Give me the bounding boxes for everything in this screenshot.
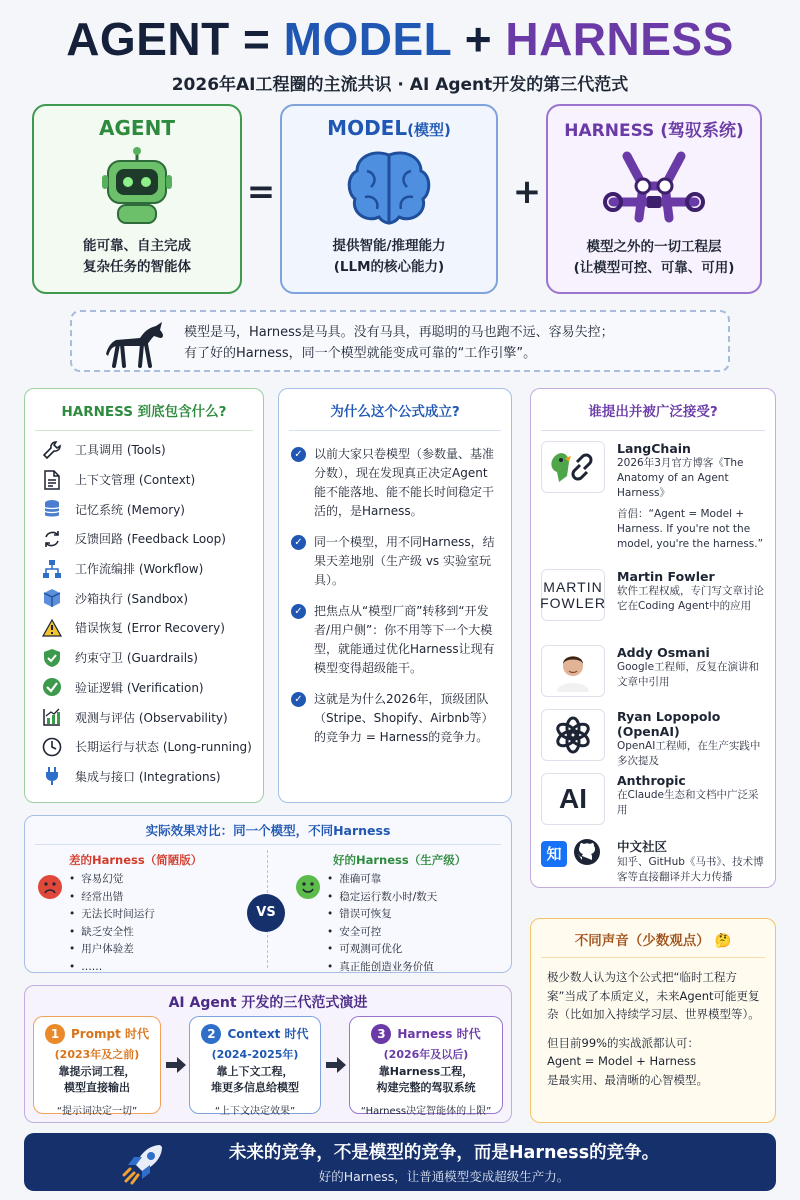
era-desc: 堆更多信息给模型 <box>211 1081 299 1094</box>
good-harness-title: 好的Harness（生产级） <box>333 853 467 867</box>
workflow-icon <box>37 559 67 579</box>
community-logos <box>541 837 605 871</box>
era-card-context: 2 Context 时代 (2024-2025年) 靠上下文工程， 堆更多信息给模型 “上下文决定效果” <box>189 1016 321 1114</box>
list-item: 工作流编排 (Workflow) <box>37 554 253 584</box>
harness-desc-2: (让模型可控、可靠、可用) <box>573 260 735 276</box>
list-item <box>541 837 767 903</box>
who-desc: 2026年3月官方博客《The Anatomy of an Agent Harness》 <box>617 457 744 499</box>
github-icon <box>573 838 601 870</box>
list-item <box>541 441 767 559</box>
era-quote: “提示词决定一切” <box>56 1106 138 1117</box>
dissent-title: 不同声音（少数观点） 🤔 <box>574 933 732 949</box>
list-item: 记忆系统 (Memory) <box>37 494 253 524</box>
check-circle-icon <box>37 677 67 697</box>
wrench-icon <box>37 440 67 460</box>
who-name: Anthropic <box>617 773 686 788</box>
era-years: (2026年及以后) <box>383 1048 469 1061</box>
who-quote: 首倡：“Agent = Model + Harness. If you're not the model, you're the harness.” <box>617 508 764 550</box>
title-equals: = <box>242 13 271 65</box>
era-desc: 构建完整的驾驭系统 <box>376 1081 476 1094</box>
check-icon: ✓ <box>291 604 306 619</box>
why-title: 为什么这个公式成立? <box>330 404 460 420</box>
analogy-banner <box>70 310 730 372</box>
list-item: 错误恢复 (Error Recovery) <box>37 613 253 643</box>
agent-desc-2: 复杂任务的智能体 <box>83 259 191 275</box>
footer-banner <box>24 1133 776 1191</box>
list-item: • 准确可靠 <box>327 871 437 889</box>
list-item: • 无法长时间运行 <box>69 906 155 924</box>
era-quote: “Harness决定智能体的上限” <box>360 1106 492 1117</box>
chart-icon <box>37 707 67 727</box>
era-desc: 靠上下文工程， <box>216 1065 294 1078</box>
who-name: LangChain <box>617 441 691 456</box>
happy-face-icon <box>295 874 321 904</box>
components-title: HARNESS 到底包含什么? <box>61 404 227 420</box>
who-name: Martin Fowler <box>617 569 715 584</box>
list-item: • 容易幻觉 <box>69 871 155 889</box>
check-icon: ✓ <box>291 447 306 462</box>
list-item: • 错误可恢复 <box>327 906 437 924</box>
eras-panel <box>24 985 512 1123</box>
who-name: Ryan Lopopolo (OpenAI) <box>617 709 721 739</box>
analogy-line-2: 有了好的Harness，同一个模型就能变成可靠的“工作引擎”。 <box>184 346 537 361</box>
model-heading: MODEL(模型) <box>327 116 451 140</box>
era-desc: 靠Harness工程， <box>378 1065 474 1078</box>
list-item: 长期运行与状态 (Long-running) <box>37 732 253 762</box>
zhihu-icon: 知 <box>541 841 567 867</box>
openai-icon <box>541 709 605 761</box>
era-card-prompt: 1 Prompt 时代 (2023年及之前) 靠提示词工程， 模型直接输出 “提示词决定一切” <box>33 1016 161 1114</box>
dissent-panel <box>530 918 776 1123</box>
list-item: 集成与接口 (Integrations) <box>37 762 253 792</box>
title-model: MODEL <box>283 13 452 65</box>
analogy-line-1: 模型是马，Harness是马具。没有马具，再聪明的马也跑不远、容易失控； <box>184 325 614 340</box>
dissent-paragraph-2c: 是最实用、最清晰的心智模型。 <box>547 1072 708 1087</box>
list-item: ✓ 以前大家只卷模型（参数量、基准分数），现在发现真正决定Agent能不能落地、能不能长时间稳定干活的，是Harness。 <box>291 445 497 521</box>
page-subtitle: 2026年AI工程圈的主流共识 · AI Agent开发的第三代范式 <box>171 75 629 95</box>
vs-badge: VS <box>247 894 285 932</box>
list-item: • 稳定运行数小时/数天 <box>327 889 437 907</box>
agent-desc-1: 能可靠、自主完成 <box>83 238 191 254</box>
thinking-face-icon: 🤔 <box>714 933 732 949</box>
list-item: 验证逻辑 (Verification) <box>37 673 253 703</box>
list-item: 工具调用 (Tools) <box>37 435 253 465</box>
agent-heading: AGENT <box>99 116 175 140</box>
list-item: • 缺乏安全性 <box>69 924 155 942</box>
era-card-harness: 3 Harness 时代 (2026年及以后) 靠Harness工程， 构建完整的驾驭系统 “Harness决定智能体的上限” <box>349 1016 503 1114</box>
martin-fowler-logo: MARTIN FOWLER <box>541 569 605 621</box>
warning-icon <box>37 619 67 637</box>
components-list <box>25 435 263 791</box>
page-title <box>0 12 800 66</box>
model-desc-2: (LLM的核心能力) <box>333 259 445 275</box>
rocket-icon <box>120 1139 168 1191</box>
title-agent: AGENT <box>66 13 230 65</box>
list-item <box>541 709 767 767</box>
database-icon <box>37 499 67 519</box>
list-item: 观测与评估 (Observability) <box>37 702 253 732</box>
list-item: ✓ 把焦点从“模型厂商”转移到“开发者/用户侧”：你不用等下一个大模型，就能通过优化Harness让现有模型变得超级能干。 <box>291 602 497 678</box>
arrow-right-icon <box>325 1056 347 1078</box>
list-item: 约束守卫 (Guardrails) <box>37 643 253 673</box>
who-desc: 知乎、GitHub《马书》、技术博客等直接翻译并大力传播 <box>617 856 764 883</box>
who-name: Addy Osmani <box>617 645 710 660</box>
shield-icon <box>37 648 67 668</box>
era-desc: 靠提示词工程， <box>58 1065 136 1078</box>
list-item: • 可观测可优化 <box>327 941 437 959</box>
list-item: ✓ 这就是为什么2026年，顶级团队（Stripe、Shopify、Airbnb等）的竞争力 = Harness的竞争力。 <box>291 690 497 747</box>
dissent-paragraph-1: 极少数人认为这个公式把“临时工程方案”当成了本质定义，未来Agent可能更复杂（比如加入持续学习层、世界模型等）。 <box>547 970 760 1021</box>
model-desc-1: 提供智能/推理能力 <box>332 238 446 254</box>
list-item <box>541 773 767 827</box>
dissent-paragraph-2a: 但目前99%的实战派都认可： <box>547 1035 700 1050</box>
who-title: 谁提出并被广泛接受? <box>588 404 718 420</box>
list-item: • 真正能创造业务价值 <box>327 959 437 977</box>
arrow-right-icon <box>165 1056 187 1078</box>
footer-subline: 好的Harness，让普通模型变成超级生产力。 <box>318 1169 570 1184</box>
plug-icon <box>37 766 67 786</box>
list-item: ✓ 同一个模型，用不同Harness，结果天差地别（生产级 vs 实验室玩具）。 <box>291 533 497 590</box>
harness-heading: HARNESS (驾驭系统) <box>564 121 744 141</box>
who-desc: Google工程师，反复在演讲和文章中引用 <box>617 661 760 688</box>
why-panel <box>278 388 512 803</box>
check-icon: ✓ <box>291 692 306 707</box>
list-item: 反馈回路 (Feedback Loop) <box>37 524 253 554</box>
harness-desc-1: 模型之外的一切工程层 <box>586 239 722 255</box>
list-item: • 经常出错 <box>69 889 155 907</box>
who-desc: OpenAI工程师，在生产实践中多次提及 <box>617 740 761 767</box>
document-icon <box>37 470 67 490</box>
harness-card <box>546 104 762 294</box>
who-panel <box>530 388 776 888</box>
robot-icon <box>34 140 240 236</box>
who-name: 中文社区 <box>617 839 668 854</box>
equals-operator: = <box>246 172 276 212</box>
eras-title: AI Agent 开发的三代范式演进 <box>168 995 368 1011</box>
footer-headline: 未来的竞争，不是模型的竞争，而是Harness的竞争。 <box>228 1143 660 1163</box>
avatar <box>541 645 605 697</box>
plus-operator: + <box>512 172 542 212</box>
bad-harness-list <box>69 871 155 976</box>
harness-gear-icon <box>548 141 760 237</box>
list-item: • …… <box>69 959 155 977</box>
compare-title: 实际效果对比：同一个模型，不同Harness <box>145 823 391 838</box>
clock-icon <box>37 737 67 757</box>
agent-card <box>32 104 242 294</box>
title-plus: + <box>464 13 493 65</box>
cube-icon <box>37 588 67 608</box>
era-years: (2024-2025年) <box>211 1048 299 1061</box>
horse-icon <box>104 320 166 372</box>
check-icon: ✓ <box>291 535 306 550</box>
model-card <box>280 104 498 294</box>
list-item: • 用户体验差 <box>69 941 155 959</box>
list-item: • 安全可控 <box>327 924 437 942</box>
langchain-parrot-icon <box>541 441 605 493</box>
dissent-formula: Agent = Model + Harness <box>547 1054 697 1068</box>
era-years: (2023年及之前) <box>54 1048 140 1061</box>
brain-icon <box>282 140 496 236</box>
sad-face-icon <box>37 874 63 904</box>
compare-panel <box>24 815 512 973</box>
anthropic-logo: AI <box>541 773 605 825</box>
list-item: 上下文管理 (Context) <box>37 465 253 495</box>
loop-icon <box>37 529 67 549</box>
list-item <box>541 569 767 635</box>
components-panel <box>24 388 264 803</box>
who-desc: 在Claude生态和文档中广泛采用 <box>617 789 759 816</box>
bad-harness-title: 差的Harness（简陋版） <box>69 853 203 867</box>
era-desc: 模型直接输出 <box>64 1081 130 1094</box>
list-item: 沙箱执行 (Sandbox) <box>37 583 253 613</box>
who-desc: 软件工程权威，专门写文章讨论它在Coding Agent中的应用 <box>617 585 764 612</box>
good-harness-list <box>327 871 437 976</box>
list-item <box>541 645 767 699</box>
title-harness: HARNESS <box>505 13 734 65</box>
era-quote: “上下文决定效果” <box>214 1106 296 1117</box>
